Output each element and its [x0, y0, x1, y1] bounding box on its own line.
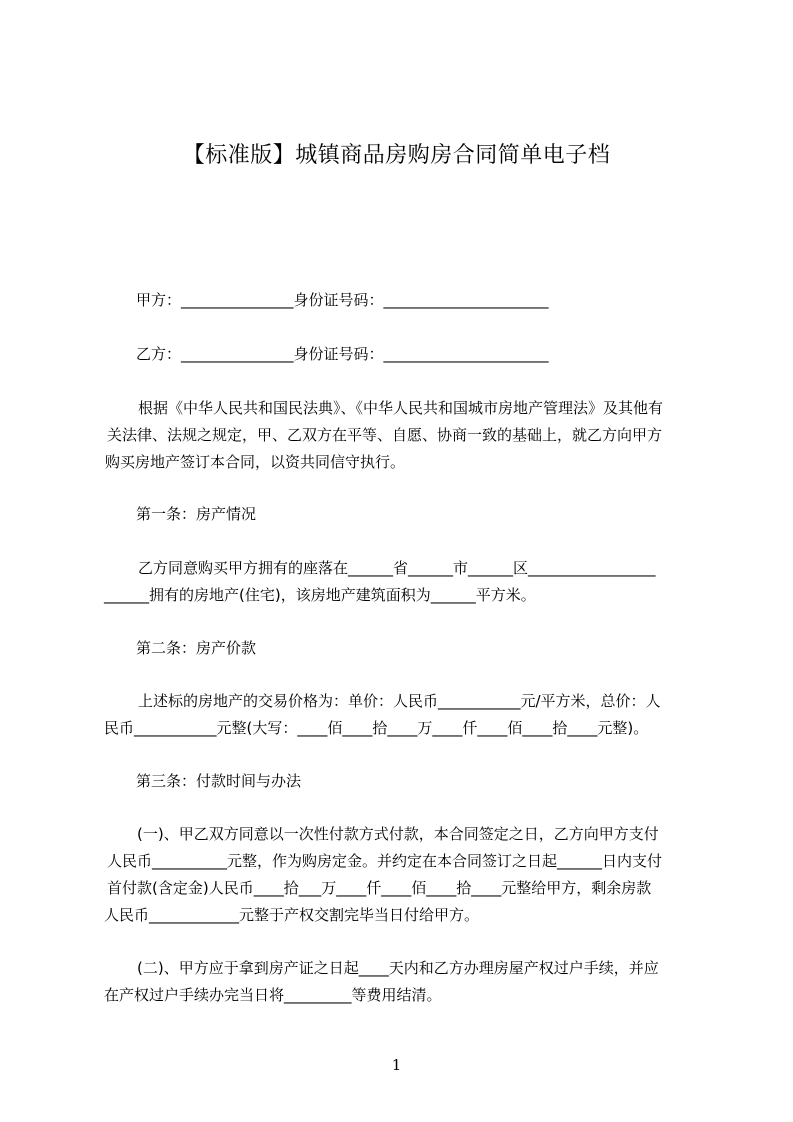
- party-b-line: 乙方：_______________身份证号码：______________________: [136, 345, 549, 363]
- preamble-line-1: 根据《中华人民共和国民法典》、《中华人民共和国城市房地产管理法》及其他有: [138, 399, 664, 417]
- article-2-line-2: 民币___________元整(大写：____佰____拾____万____仟____佰____拾____元整)。: [104, 719, 649, 737]
- article-2-line-1: 上述标的房地产的交易价格为：单价：人民币___________元/平方米，总价：人: [138, 692, 661, 710]
- article-3-clause-1-line-2: 人民币__________元整，作为购房定金。并约定在本合同签订之日起______日内支付: [107, 852, 663, 870]
- page-number: 1: [391, 1056, 402, 1074]
- article-3-heading: 第三条：付款时间与办法: [136, 772, 302, 790]
- preamble-line-2: 关法律、法规之规定，甲、乙双方在平等、自愿、协商一致的基础上，就乙方向甲方: [107, 426, 663, 444]
- document-title: 【标准版】城镇商品房购房合同简单电子档: [182, 143, 611, 168]
- article-1-heading: 第一条：房产情况: [136, 505, 257, 523]
- article-2-heading: 第二条：房产价款: [136, 639, 257, 657]
- article-3-clause-2-line-2: 在产权过户手续办完当日将_________等费用结清。: [104, 986, 442, 1004]
- preamble-line-3: 购买房地产签订本合同，以资共同信守执行。: [105, 453, 406, 471]
- party-a-line: 甲方：_______________身份证号码：______________________: [136, 291, 549, 309]
- article-3-clause-1-line-1: (一)、甲乙双方同意以一次性付款方式付款，本合同签定之日，乙方向甲方支付: [137, 825, 659, 843]
- article-1-line-1: 乙方同意购买甲方拥有的座落在______省______市______区_________________: [138, 559, 656, 577]
- article-1-line-2: ______拥有的房地产(住宅)，该房地产建筑面积为______平方米。: [104, 586, 536, 604]
- article-3-clause-2-line-1: (二)、甲方应于拿到房产证之日起____天内和乙方办理房屋产权过户手续，并应: [137, 959, 659, 977]
- article-3-clause-1-line-3: 首付款(含定金)人民币____拾___万____仟____佰____拾____元整给甲方，剩余房款: [107, 879, 652, 897]
- article-3-clause-1-line-4: 人民币____________元整于产权交割完毕当日付给甲方。: [104, 906, 480, 924]
